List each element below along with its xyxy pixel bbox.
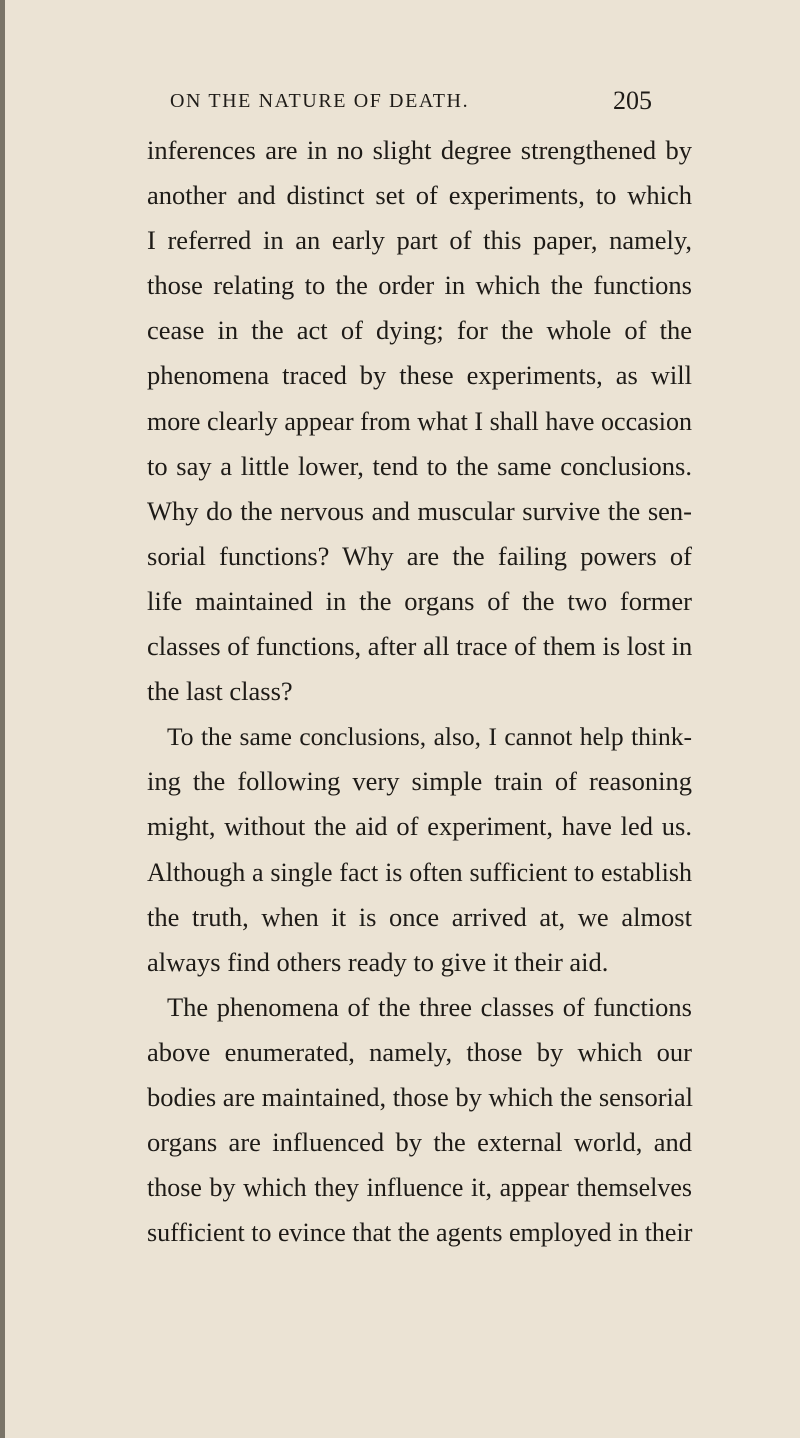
text-line-paragraph-end: always find others ready to give it their aid.	[147, 946, 609, 977]
text-line-paragraph-start: The phenomena of the three classes of functions	[167, 991, 692, 1022]
running-head-title: ON THE NATURE OF DEATH.	[170, 90, 470, 112]
text-line: those relating to the order in which the functions	[147, 270, 692, 301]
text-line: classes of functions, after all trace of them is lost in	[147, 631, 693, 662]
page-number: 205	[613, 86, 652, 115]
text-line: organs are influenced by the external world, and	[147, 1127, 692, 1158]
text-line: inferences are in no slight degree strengthened by	[147, 135, 692, 165]
text-line: phenomena traced by these experiments, as will	[147, 360, 692, 391]
text-line: those by which they influence it, appear themselves	[147, 1173, 692, 1203]
text-line: sorial functions? Why are the failing powers of	[147, 540, 692, 571]
text-line-paragraph-end: the last class?	[147, 676, 293, 707]
text-line: Although a single fact is often sufficient to establish	[147, 857, 692, 887]
text-line: I referred in an early part of this paper, namely,	[147, 225, 692, 256]
body-text	[147, 128, 692, 1255]
text-line: Why do the nervous and muscular survive the sen-	[147, 495, 692, 526]
text-line: to say a little lower, tend to the same conclusions.	[147, 450, 692, 481]
text-line: more clearly appear from what I shall have occasion	[147, 406, 692, 436]
text-line: ing the following very simple train of reasoning	[147, 766, 692, 797]
text-line: above enumerated, namely, those by which our	[147, 1036, 692, 1067]
text-line: bodies are maintained, those by which the sensorial	[147, 1081, 694, 1112]
text-line: life maintained in the organs of the two former	[147, 585, 692, 616]
text-line: the truth, when it is once arrived at, we almost	[147, 901, 692, 932]
text-line: sufficient to evince that the agents employed in their	[147, 1218, 693, 1248]
text-line: another and distinct set of experiments, to which	[147, 180, 692, 211]
page-edge	[0, 0, 5, 1438]
running-head	[0, 86, 800, 124]
text-line: might, without the aid of experiment, have led us.	[147, 811, 692, 842]
text-line-paragraph-start: To the same conclusions, also, I cannot help think-	[167, 722, 692, 752]
text-line: cease in the act of dying; for the whole of the	[147, 315, 692, 346]
